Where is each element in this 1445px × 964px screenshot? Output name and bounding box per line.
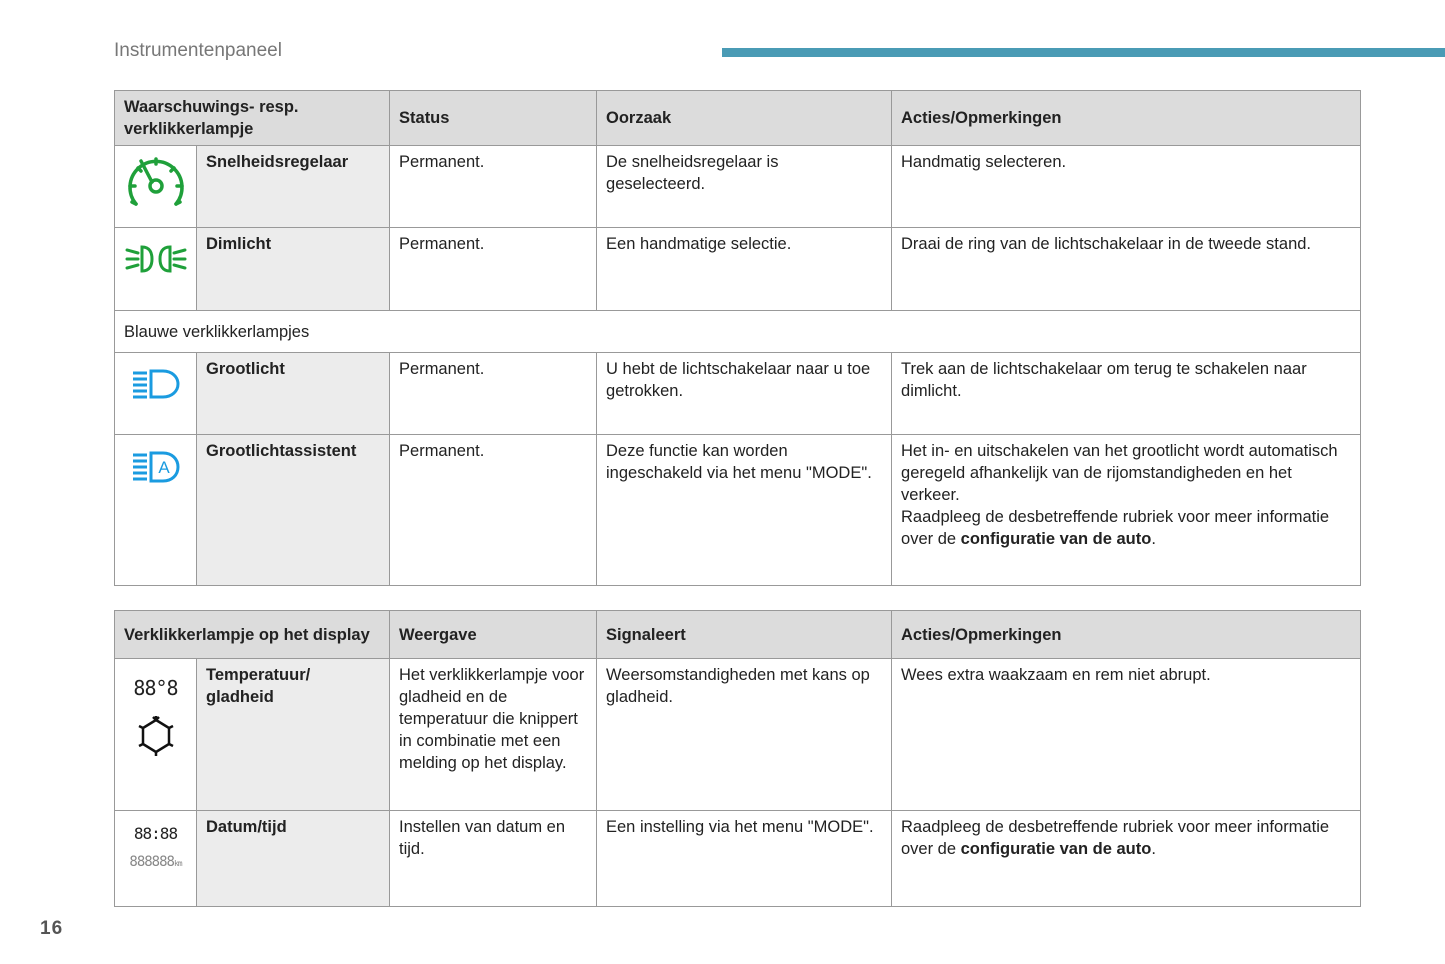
cause-cell: De snelheidsregelaar is geselecteerd. <box>597 146 892 228</box>
table-row <box>115 228 1361 311</box>
signals-cell: Weersomstandigheden met kans op gladheid. <box>597 659 892 811</box>
action-text: Raadpleeg de desbetreffende rubriek voor meer informatie over de <box>901 818 1330 858</box>
action-text: . <box>1151 530 1156 548</box>
dipped-beam-icon <box>124 242 188 276</box>
lamp-label: Dimlicht <box>197 228 390 311</box>
col-header-actions: Acties/Opmerkingen <box>892 91 1361 146</box>
temperature-display-icon: 88°8 <box>133 676 178 700</box>
display-cell: Het verklikkerlampje voor gladheid en de temperatuur die knippert in combinatie met een melding op het display. <box>390 659 597 811</box>
table-row <box>115 146 1361 228</box>
lamp-label: Datum/tijd <box>197 811 390 907</box>
table-row <box>115 659 1361 811</box>
status-cell: Permanent. <box>390 146 597 228</box>
table-row <box>115 811 1361 907</box>
lamp-label: Snelheidsregelaar <box>197 146 390 228</box>
action-cell <box>892 435 1361 586</box>
action-cell <box>892 811 1361 907</box>
status-cell: Permanent. <box>390 228 597 311</box>
odometer-display-icon <box>115 851 196 875</box>
action-cell: Wees extra waakzaam en rem niet abrupt. <box>892 659 1361 811</box>
odometer-unit: km <box>173 859 182 868</box>
col-header-lamp: Verklikkerlampje op het display <box>115 611 390 659</box>
table-row <box>115 353 1361 435</box>
col-header-display: Weergave <box>390 611 597 659</box>
action-cell: Trek aan de lichtschakelaar om terug te schakelen naar dimlicht. <box>892 353 1361 435</box>
col-header-signals: Signaleert <box>597 611 892 659</box>
header-accent-bar <box>722 48 1445 57</box>
action-cell: Handmatig selecteren. <box>892 146 1361 228</box>
action-link-text: configuratie van de auto <box>960 840 1152 858</box>
action-text: Raadpleeg de desbetreffende rubriek voor meer informatie over de <box>901 508 1330 548</box>
lamp-label: Temperatuur/ gladheid <box>197 659 390 811</box>
col-header-cause: Oorzaak <box>597 91 892 146</box>
page-number: 16 <box>40 918 64 939</box>
section-row: Blauwe verklikkerlampjes <box>115 311 1361 353</box>
signals-cell: Een instelling via het menu "MODE". <box>597 811 892 907</box>
warning-lamps-table <box>114 90 1361 586</box>
display-cell: Instellen van datum en tijd. <box>390 811 597 907</box>
odometer-digits: 888888 <box>129 854 174 870</box>
col-header-status: Status <box>390 91 597 146</box>
action-link-text: configuratie van de auto <box>960 530 1152 548</box>
section-title: Instrumentenpaneel <box>114 40 282 61</box>
action-text: . <box>1151 840 1156 858</box>
svg-text:A: A <box>157 458 170 477</box>
cruise-control-icon <box>124 154 188 212</box>
action-cell: Draai de ring van de lichtschakelaar in de tweede stand. <box>892 228 1361 311</box>
cause-cell: Deze functie kan worden ingeschakeld via het menu "MODE". <box>597 435 892 586</box>
col-header-actions: Acties/Opmerkingen <box>892 611 1361 659</box>
cause-cell: Een handmatige selectie. <box>597 228 892 311</box>
col-header-lamp: Waarschuwings- resp. verklikkerlampje <box>115 91 390 146</box>
lamp-label: Grootlichtassistent <box>197 435 390 586</box>
display-lamps-table <box>114 610 1361 907</box>
table-row <box>115 435 1361 586</box>
ice-warning-icon <box>136 715 176 757</box>
cause-cell: U hebt de lichtschakelaar naar u toe getrokken. <box>597 353 892 435</box>
lamp-label: Grootlicht <box>197 353 390 435</box>
auto-main-beam-icon <box>131 451 181 483</box>
status-cell: Permanent. <box>390 353 597 435</box>
clock-display-icon: 88:88 <box>133 824 178 843</box>
action-text: Het in- en uitschakelen van het grootlicht wordt automatisch geregeld afhankelijk van de rijomstandigheden en het verkeer. <box>901 442 1338 504</box>
status-cell: Permanent. <box>390 435 597 586</box>
main-beam-icon <box>131 369 181 399</box>
